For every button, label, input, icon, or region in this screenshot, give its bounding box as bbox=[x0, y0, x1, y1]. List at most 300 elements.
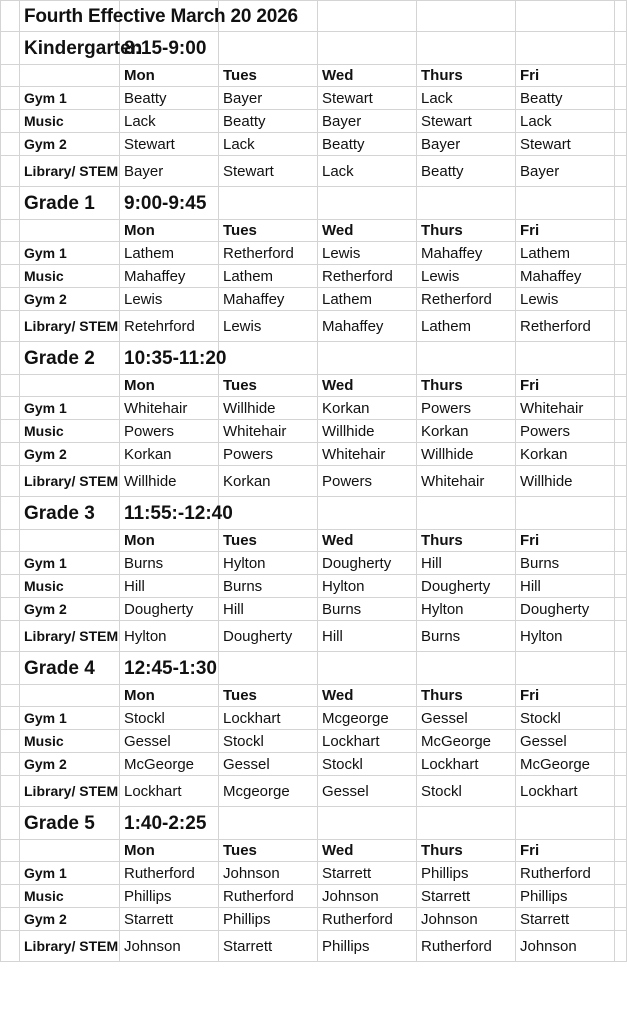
empty-cell[interactable] bbox=[615, 466, 627, 497]
empty-cell[interactable] bbox=[615, 375, 627, 397]
teacher-cell[interactable] bbox=[417, 311, 516, 342]
day-header-cell[interactable] bbox=[120, 685, 219, 707]
teacher-cell[interactable] bbox=[516, 552, 615, 575]
row-gutter[interactable] bbox=[1, 621, 20, 652]
teacher-cell[interactable] bbox=[417, 575, 516, 598]
teacher-cell[interactable] bbox=[318, 242, 417, 265]
teacher-cell[interactable] bbox=[417, 397, 516, 420]
teacher-cell[interactable] bbox=[516, 753, 615, 776]
teacher-cell[interactable] bbox=[417, 288, 516, 311]
teacher-cell[interactable] bbox=[120, 443, 219, 466]
row-gutter[interactable] bbox=[1, 220, 20, 242]
day-header-cell[interactable] bbox=[120, 840, 219, 862]
teacher-cell[interactable] bbox=[219, 420, 318, 443]
row-gutter[interactable] bbox=[1, 466, 20, 497]
teacher-cell[interactable] bbox=[318, 730, 417, 753]
row-gutter[interactable] bbox=[1, 862, 20, 885]
empty-cell[interactable] bbox=[219, 187, 318, 220]
empty-cell[interactable] bbox=[615, 397, 627, 420]
activity-label-cell[interactable] bbox=[20, 753, 120, 776]
empty-cell[interactable] bbox=[615, 65, 627, 87]
empty-cell[interactable] bbox=[615, 265, 627, 288]
teacher-cell[interactable] bbox=[417, 776, 516, 807]
teacher-cell[interactable] bbox=[318, 753, 417, 776]
empty-cell[interactable] bbox=[516, 342, 615, 375]
row-gutter[interactable] bbox=[1, 931, 20, 962]
row-gutter[interactable] bbox=[1, 110, 20, 133]
empty-cell[interactable] bbox=[615, 685, 627, 707]
teacher-cell[interactable] bbox=[318, 621, 417, 652]
row-gutter[interactable] bbox=[1, 311, 20, 342]
activity-label-cell[interactable] bbox=[20, 110, 120, 133]
row-gutter[interactable] bbox=[1, 497, 20, 530]
row-gutter[interactable] bbox=[1, 885, 20, 908]
teacher-name: Powers bbox=[421, 399, 472, 417]
teacher-cell[interactable] bbox=[219, 621, 318, 652]
row-gutter[interactable] bbox=[1, 575, 20, 598]
teacher-cell[interactable] bbox=[120, 908, 219, 931]
activity-label-cell[interactable] bbox=[20, 156, 120, 187]
teacher-cell[interactable] bbox=[318, 288, 417, 311]
teacher-cell[interactable] bbox=[219, 466, 318, 497]
empty-cell[interactable] bbox=[417, 497, 516, 530]
teacher-cell[interactable] bbox=[417, 753, 516, 776]
teacher-cell[interactable] bbox=[120, 552, 219, 575]
teacher-cell[interactable] bbox=[219, 575, 318, 598]
teacher-cell[interactable] bbox=[219, 552, 318, 575]
empty-cell[interactable] bbox=[318, 1, 417, 32]
teacher-cell[interactable] bbox=[120, 397, 219, 420]
activity-label-cell[interactable] bbox=[20, 885, 120, 908]
teacher-cell[interactable] bbox=[318, 466, 417, 497]
empty-cell[interactable] bbox=[20, 220, 120, 242]
empty-cell[interactable] bbox=[615, 776, 627, 807]
teacher-cell[interactable] bbox=[417, 133, 516, 156]
row-gutter[interactable] bbox=[1, 133, 20, 156]
empty-cell[interactable] bbox=[417, 187, 516, 220]
row-gutter[interactable] bbox=[1, 187, 20, 220]
teacher-cell[interactable] bbox=[516, 575, 615, 598]
teacher-cell[interactable] bbox=[219, 931, 318, 962]
empty-cell[interactable] bbox=[417, 32, 516, 65]
teacher-cell[interactable] bbox=[120, 753, 219, 776]
teacher-cell[interactable] bbox=[219, 397, 318, 420]
teacher-cell[interactable] bbox=[516, 466, 615, 497]
teacher-cell[interactable] bbox=[516, 621, 615, 652]
empty-cell[interactable] bbox=[615, 885, 627, 908]
empty-cell[interactable] bbox=[516, 497, 615, 530]
day-header-cell[interactable] bbox=[516, 530, 615, 552]
empty-cell[interactable] bbox=[615, 652, 627, 685]
row-gutter[interactable] bbox=[1, 397, 20, 420]
activity-label-cell[interactable] bbox=[20, 87, 120, 110]
empty-cell[interactable] bbox=[615, 133, 627, 156]
teacher-cell[interactable] bbox=[516, 156, 615, 187]
empty-cell[interactable] bbox=[417, 652, 516, 685]
activity-label-cell[interactable] bbox=[20, 288, 120, 311]
teacher-cell[interactable] bbox=[219, 443, 318, 466]
teacher-cell[interactable] bbox=[318, 776, 417, 807]
teacher-cell[interactable] bbox=[516, 87, 615, 110]
teacher-cell[interactable] bbox=[120, 862, 219, 885]
teacher-cell[interactable] bbox=[516, 730, 615, 753]
empty-cell[interactable] bbox=[615, 32, 627, 65]
day-header-cell[interactable] bbox=[120, 530, 219, 552]
teacher-cell[interactable] bbox=[120, 707, 219, 730]
day-header-cell[interactable] bbox=[318, 220, 417, 242]
day-header-cell[interactable] bbox=[318, 530, 417, 552]
teacher-cell[interactable] bbox=[417, 110, 516, 133]
empty-cell[interactable] bbox=[516, 652, 615, 685]
teacher-cell[interactable] bbox=[516, 110, 615, 133]
teacher-cell[interactable] bbox=[516, 420, 615, 443]
teacher-cell[interactable] bbox=[219, 288, 318, 311]
teacher-cell[interactable] bbox=[219, 707, 318, 730]
teacher-cell[interactable] bbox=[318, 885, 417, 908]
teacher-cell[interactable] bbox=[318, 552, 417, 575]
row-gutter[interactable] bbox=[1, 420, 20, 443]
day-header-cell[interactable] bbox=[516, 220, 615, 242]
empty-cell[interactable] bbox=[615, 621, 627, 652]
empty-cell[interactable] bbox=[20, 375, 120, 397]
empty-cell[interactable] bbox=[417, 1, 516, 32]
day-header-cell[interactable] bbox=[219, 375, 318, 397]
teacher-cell[interactable] bbox=[516, 443, 615, 466]
empty-cell[interactable] bbox=[219, 807, 318, 840]
teacher-cell[interactable] bbox=[516, 931, 615, 962]
day-header-thurs: Thurs bbox=[421, 532, 463, 549]
grade-name-cell[interactable] bbox=[20, 32, 143, 65]
teacher-cell[interactable] bbox=[318, 110, 417, 133]
activity-label-cell[interactable] bbox=[20, 466, 120, 497]
day-header-cell[interactable] bbox=[417, 685, 516, 707]
teacher-cell[interactable] bbox=[417, 730, 516, 753]
day-header-cell[interactable] bbox=[318, 65, 417, 87]
row-gutter[interactable] bbox=[1, 530, 20, 552]
teacher-cell[interactable] bbox=[516, 311, 615, 342]
teacher-cell[interactable] bbox=[318, 420, 417, 443]
empty-cell[interactable] bbox=[516, 187, 615, 220]
empty-cell[interactable] bbox=[20, 840, 120, 862]
row-gutter[interactable] bbox=[1, 156, 20, 187]
teacher-cell[interactable] bbox=[120, 265, 219, 288]
empty-cell[interactable] bbox=[615, 420, 627, 443]
teacher-cell[interactable] bbox=[318, 133, 417, 156]
empty-cell[interactable] bbox=[516, 807, 615, 840]
row-gutter[interactable] bbox=[1, 807, 20, 840]
day-header-cell[interactable] bbox=[417, 65, 516, 87]
teacher-cell[interactable] bbox=[318, 311, 417, 342]
teacher-cell[interactable] bbox=[219, 156, 318, 187]
teacher-cell[interactable] bbox=[219, 110, 318, 133]
row-gutter[interactable] bbox=[1, 242, 20, 265]
empty-cell[interactable] bbox=[615, 497, 627, 530]
empty-cell[interactable] bbox=[219, 342, 318, 375]
activity-label-cell[interactable] bbox=[20, 552, 120, 575]
day-header-cell[interactable] bbox=[219, 220, 318, 242]
activity-label-cell[interactable] bbox=[20, 575, 120, 598]
teacher-cell[interactable] bbox=[120, 885, 219, 908]
grade-name-cell[interactable] bbox=[20, 807, 120, 840]
teacher-cell[interactable] bbox=[219, 885, 318, 908]
grade-time-cell[interactable] bbox=[120, 342, 227, 375]
activity-label-cell[interactable] bbox=[20, 776, 120, 807]
row-gutter[interactable] bbox=[1, 32, 20, 65]
teacher-name: Lockhart bbox=[223, 709, 281, 727]
empty-cell[interactable] bbox=[318, 652, 417, 685]
day-header-cell[interactable] bbox=[219, 530, 318, 552]
empty-cell[interactable] bbox=[615, 87, 627, 110]
empty-cell[interactable] bbox=[318, 497, 417, 530]
day-header-cell[interactable] bbox=[120, 375, 219, 397]
day-header-cell[interactable] bbox=[417, 220, 516, 242]
teacher-cell[interactable] bbox=[417, 242, 516, 265]
activity-label-cell[interactable] bbox=[20, 397, 120, 420]
activity-label-cell[interactable] bbox=[20, 862, 120, 885]
teacher-cell[interactable] bbox=[417, 908, 516, 931]
row-gutter[interactable] bbox=[1, 288, 20, 311]
teacher-cell[interactable] bbox=[417, 87, 516, 110]
activity-label-cell[interactable] bbox=[20, 443, 120, 466]
day-header-cell[interactable] bbox=[120, 65, 219, 87]
row-gutter[interactable] bbox=[1, 598, 20, 621]
day-header-cell[interactable] bbox=[219, 65, 318, 87]
teacher-cell[interactable] bbox=[219, 753, 318, 776]
teacher-cell[interactable] bbox=[120, 242, 219, 265]
empty-cell[interactable] bbox=[615, 342, 627, 375]
teacher-cell[interactable] bbox=[219, 87, 318, 110]
teacher-cell[interactable] bbox=[120, 87, 219, 110]
empty-cell[interactable] bbox=[219, 652, 318, 685]
teacher-cell[interactable] bbox=[120, 621, 219, 652]
day-header-cell[interactable] bbox=[417, 530, 516, 552]
row-gutter[interactable] bbox=[1, 685, 20, 707]
grade-time-cell[interactable] bbox=[120, 807, 219, 840]
grade-name-cell[interactable] bbox=[20, 342, 120, 375]
grade-name-cell[interactable] bbox=[20, 497, 120, 530]
row-gutter[interactable] bbox=[1, 265, 20, 288]
teacher-cell[interactable] bbox=[417, 885, 516, 908]
teacher-cell[interactable] bbox=[219, 862, 318, 885]
empty-cell[interactable] bbox=[615, 530, 627, 552]
empty-cell[interactable] bbox=[615, 311, 627, 342]
teacher-cell[interactable] bbox=[417, 598, 516, 621]
teacher-cell[interactable] bbox=[120, 931, 219, 962]
teacher-cell[interactable] bbox=[120, 156, 219, 187]
teacher-cell[interactable] bbox=[219, 311, 318, 342]
grade-name-cell[interactable] bbox=[20, 187, 120, 220]
row-gutter[interactable] bbox=[1, 375, 20, 397]
teacher-cell[interactable] bbox=[318, 598, 417, 621]
empty-cell[interactable] bbox=[615, 730, 627, 753]
teacher-cell[interactable] bbox=[516, 242, 615, 265]
row-gutter[interactable] bbox=[1, 552, 20, 575]
teacher-cell[interactable] bbox=[417, 265, 516, 288]
grade-time-cell[interactable] bbox=[120, 652, 219, 685]
teacher-cell[interactable] bbox=[318, 707, 417, 730]
day-header-cell[interactable] bbox=[417, 840, 516, 862]
empty-cell[interactable] bbox=[318, 32, 417, 65]
teacher-cell[interactable] bbox=[219, 908, 318, 931]
empty-cell[interactable] bbox=[219, 32, 318, 65]
empty-cell[interactable] bbox=[615, 931, 627, 962]
row-gutter[interactable] bbox=[1, 1, 20, 32]
day-header-cell[interactable] bbox=[219, 685, 318, 707]
teacher-cell[interactable] bbox=[516, 885, 615, 908]
activity-label-cell[interactable] bbox=[20, 420, 120, 443]
row-gutter[interactable] bbox=[1, 776, 20, 807]
day-header-cell[interactable] bbox=[318, 840, 417, 862]
teacher-cell[interactable] bbox=[318, 265, 417, 288]
row-gutter[interactable] bbox=[1, 87, 20, 110]
empty-cell[interactable] bbox=[615, 288, 627, 311]
day-header-cell[interactable] bbox=[516, 375, 615, 397]
empty-cell[interactable] bbox=[615, 443, 627, 466]
grade-name-cell[interactable] bbox=[20, 652, 120, 685]
teacher-cell[interactable] bbox=[516, 707, 615, 730]
grade-time-cell[interactable] bbox=[120, 32, 219, 65]
teacher-cell[interactable] bbox=[120, 133, 219, 156]
empty-cell[interactable] bbox=[615, 156, 627, 187]
activity-label-cell[interactable] bbox=[20, 242, 120, 265]
teacher-cell[interactable] bbox=[219, 776, 318, 807]
teacher-cell[interactable] bbox=[516, 133, 615, 156]
empty-cell[interactable] bbox=[615, 807, 627, 840]
teacher-cell[interactable] bbox=[318, 87, 417, 110]
row-gutter[interactable] bbox=[1, 65, 20, 87]
teacher-cell[interactable] bbox=[120, 311, 219, 342]
day-header-cell[interactable] bbox=[516, 65, 615, 87]
empty-cell[interactable] bbox=[417, 807, 516, 840]
teacher-cell[interactable] bbox=[318, 156, 417, 187]
row-gutter[interactable] bbox=[1, 840, 20, 862]
teacher-cell[interactable] bbox=[120, 420, 219, 443]
teacher-cell[interactable] bbox=[516, 862, 615, 885]
empty-cell[interactable] bbox=[318, 807, 417, 840]
title-cell[interactable] bbox=[20, 1, 298, 32]
teacher-cell[interactable] bbox=[318, 908, 417, 931]
teacher-cell[interactable] bbox=[417, 621, 516, 652]
teacher-cell[interactable] bbox=[219, 133, 318, 156]
teacher-cell[interactable] bbox=[417, 156, 516, 187]
row-gutter[interactable] bbox=[1, 652, 20, 685]
empty-cell[interactable] bbox=[20, 685, 120, 707]
activity-label-cell[interactable] bbox=[20, 311, 120, 342]
teacher-cell[interactable] bbox=[417, 552, 516, 575]
teacher-cell[interactable] bbox=[318, 931, 417, 962]
empty-cell[interactable] bbox=[615, 1, 627, 32]
teacher-cell[interactable] bbox=[516, 908, 615, 931]
teacher-cell[interactable] bbox=[417, 420, 516, 443]
teacher-cell[interactable] bbox=[219, 598, 318, 621]
teacher-cell[interactable] bbox=[516, 776, 615, 807]
empty-cell[interactable] bbox=[615, 908, 627, 931]
day-header-cell[interactable] bbox=[318, 375, 417, 397]
empty-cell[interactable] bbox=[615, 840, 627, 862]
empty-cell[interactable] bbox=[20, 530, 120, 552]
grade-time-cell[interactable] bbox=[120, 497, 233, 530]
activity-label-cell[interactable] bbox=[20, 598, 120, 621]
day-header-cell[interactable] bbox=[417, 375, 516, 397]
teacher-cell[interactable] bbox=[219, 265, 318, 288]
teacher-cell[interactable] bbox=[318, 862, 417, 885]
row-gutter[interactable] bbox=[1, 908, 20, 931]
empty-cell[interactable] bbox=[615, 242, 627, 265]
empty-cell[interactable] bbox=[417, 342, 516, 375]
teacher-cell[interactable] bbox=[318, 397, 417, 420]
empty-cell[interactable] bbox=[615, 707, 627, 730]
empty-cell[interactable] bbox=[615, 187, 627, 220]
teacher-cell[interactable] bbox=[417, 862, 516, 885]
empty-cell[interactable] bbox=[318, 187, 417, 220]
day-header-cell[interactable] bbox=[516, 685, 615, 707]
activity-label-cell[interactable] bbox=[20, 621, 120, 652]
teacher-cell[interactable] bbox=[219, 730, 318, 753]
teacher-cell[interactable] bbox=[417, 466, 516, 497]
empty-cell[interactable] bbox=[615, 753, 627, 776]
teacher-cell[interactable] bbox=[120, 598, 219, 621]
empty-cell[interactable] bbox=[615, 598, 627, 621]
empty-cell[interactable] bbox=[615, 862, 627, 885]
teacher-cell[interactable] bbox=[417, 707, 516, 730]
teacher-cell[interactable] bbox=[516, 598, 615, 621]
empty-cell[interactable] bbox=[318, 342, 417, 375]
grade-time-cell[interactable] bbox=[120, 187, 219, 220]
teacher-cell[interactable] bbox=[120, 776, 219, 807]
activity-label-cell[interactable] bbox=[20, 707, 120, 730]
empty-cell[interactable] bbox=[516, 32, 615, 65]
row-gutter[interactable] bbox=[1, 707, 20, 730]
teacher-name: Hylton bbox=[322, 577, 365, 595]
teacher-cell[interactable] bbox=[120, 110, 219, 133]
day-header-cell[interactable] bbox=[120, 220, 219, 242]
row-gutter[interactable] bbox=[1, 753, 20, 776]
teacher-name: Lack bbox=[223, 135, 255, 153]
row-gutter[interactable] bbox=[1, 443, 20, 466]
day-header-cell[interactable] bbox=[318, 685, 417, 707]
empty-cell[interactable] bbox=[615, 110, 627, 133]
activity-label-cell[interactable] bbox=[20, 133, 120, 156]
teacher-cell[interactable] bbox=[516, 397, 615, 420]
row-gutter[interactable] bbox=[1, 730, 20, 753]
teacher-cell[interactable] bbox=[516, 288, 615, 311]
day-header-cell[interactable] bbox=[516, 840, 615, 862]
activity-label-cell[interactable] bbox=[20, 265, 120, 288]
activity-label-cell[interactable] bbox=[20, 730, 120, 753]
teacher-cell[interactable] bbox=[516, 265, 615, 288]
row-gutter[interactable] bbox=[1, 342, 20, 375]
empty-cell[interactable] bbox=[615, 552, 627, 575]
day-header-cell[interactable] bbox=[219, 840, 318, 862]
teacher-cell[interactable] bbox=[120, 466, 219, 497]
activity-label-cell[interactable] bbox=[20, 908, 120, 931]
empty-cell[interactable] bbox=[516, 1, 615, 32]
activity-label-cell[interactable] bbox=[20, 931, 120, 962]
teacher-cell[interactable] bbox=[219, 242, 318, 265]
empty-cell[interactable] bbox=[20, 65, 120, 87]
teacher-cell[interactable] bbox=[120, 730, 219, 753]
empty-cell[interactable] bbox=[615, 220, 627, 242]
teacher-cell[interactable] bbox=[318, 575, 417, 598]
empty-cell[interactable] bbox=[219, 497, 318, 530]
empty-cell[interactable] bbox=[615, 575, 627, 598]
teacher-cell[interactable] bbox=[120, 575, 219, 598]
teacher-cell[interactable] bbox=[417, 931, 516, 962]
teacher-cell[interactable] bbox=[417, 443, 516, 466]
teacher-cell[interactable] bbox=[318, 443, 417, 466]
teacher-cell[interactable] bbox=[120, 288, 219, 311]
grade-header-row bbox=[1, 342, 627, 375]
